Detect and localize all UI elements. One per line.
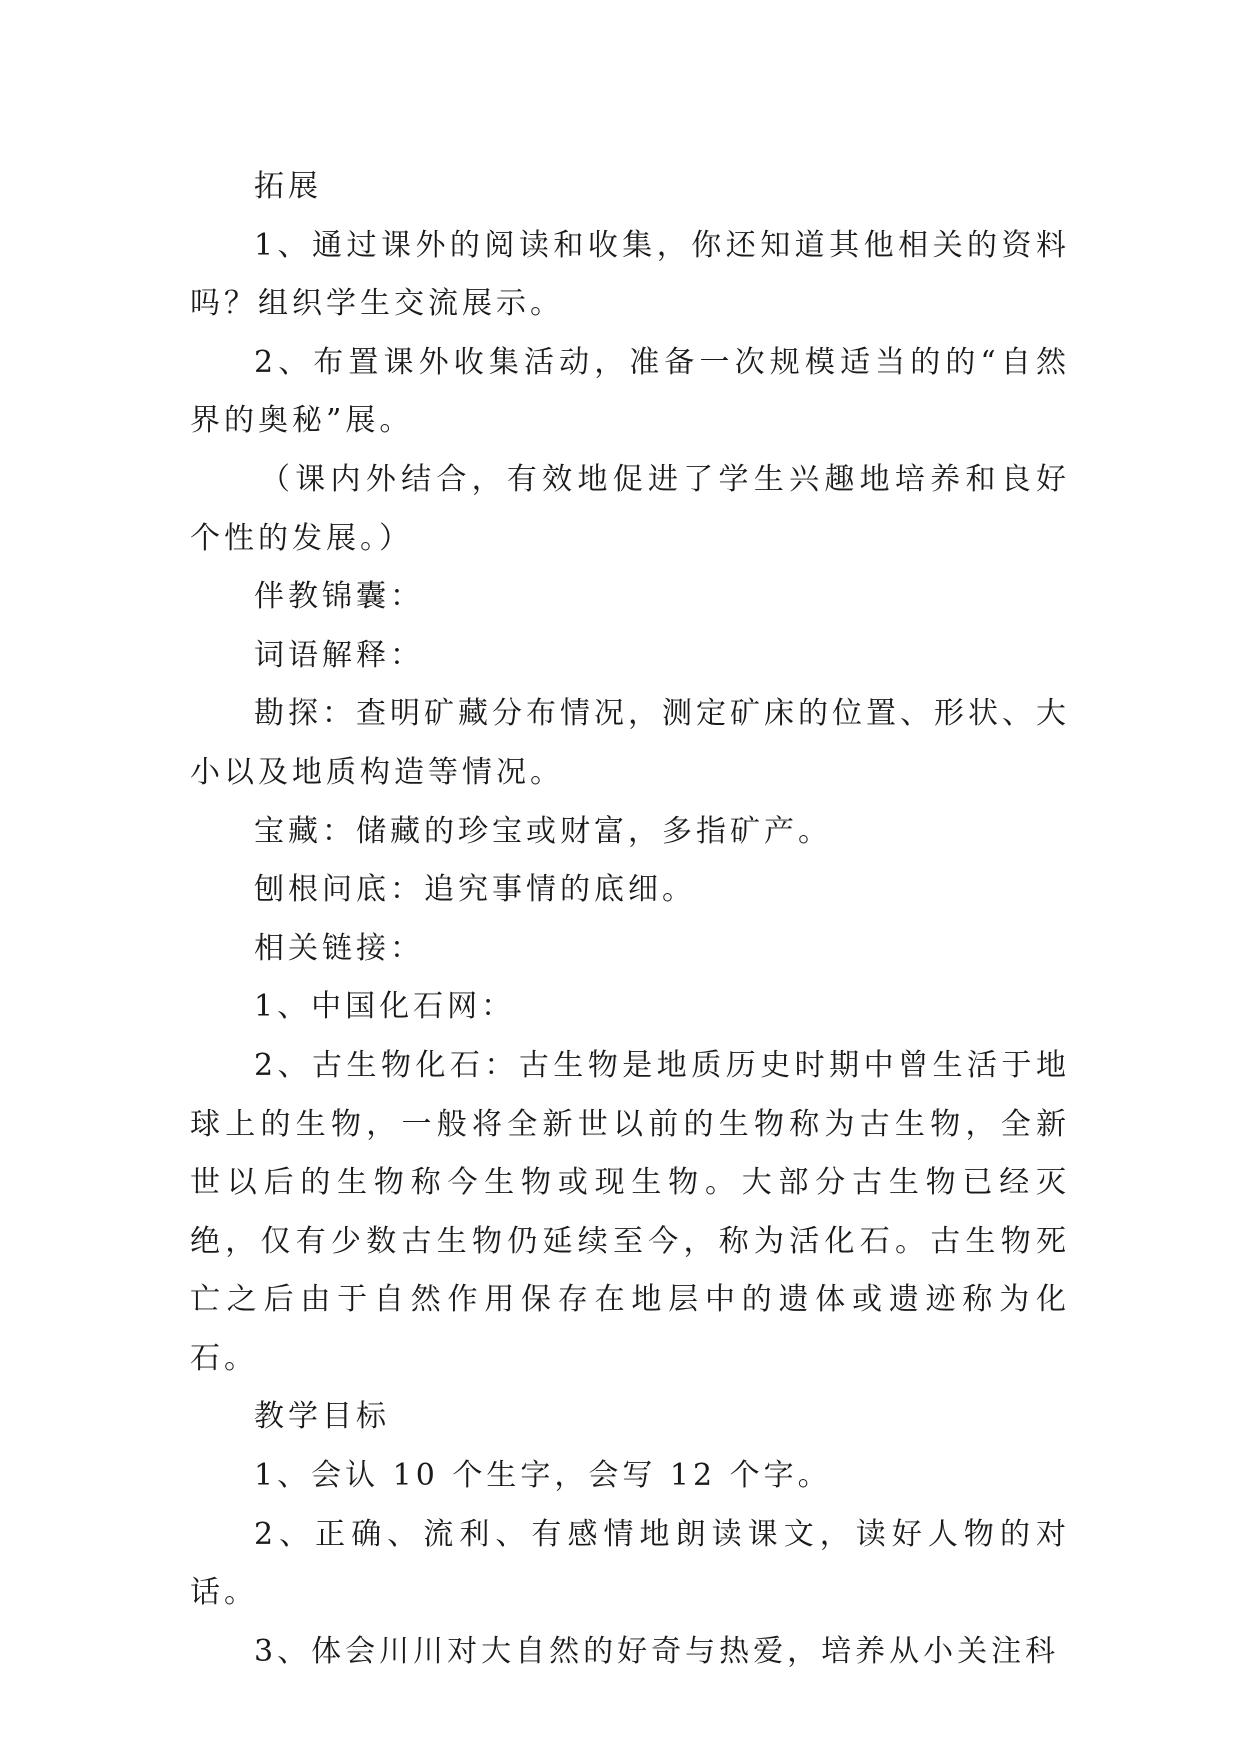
definition-paogenwendi: 刨根问底：追究事情的底细。 (254, 872, 696, 908)
heading-extension: 拓展 (254, 169, 322, 204)
heading-teaching-goals: 教学目标 (254, 1399, 390, 1435)
goal-3: 3、体会川川对大自然的好奇与热爱，培养从小关注科 (254, 1633, 1060, 1669)
paragraph-extension-2: 2、布置课外收集活动，准备一次规模适当的的“自然界的奥秘”展。 (190, 344, 1070, 439)
paragraph-note: （课内外结合，有效地促进了学生兴趣地培养和良好个性的发展。） (190, 461, 1070, 556)
heading-word-explanation: 词语解释： (254, 637, 424, 673)
paragraph-extension-1: 1、通过课外的阅读和收集，你还知道其他相关的资料吗？组织学生交流展示。 (190, 227, 1070, 322)
definition-baozang: 宝藏：储藏的珍宝或财富，多指矿产。 (254, 813, 832, 849)
goal-2: 2、正确、流利、有感情地朗读课文，读好人物的对话。 (190, 1516, 1070, 1611)
heading-related-links: 相关链接： (254, 930, 424, 966)
paragraph-ancient-fossils: 2、古生物化石：古生物是地质历史时期中曾生活于地球上的生物，一般将全新世以前的生物称为古生物，全新世以后的生物称今生物或现生物。大部分古生物已经灭绝，仅有少数古生物仍延续至今，称为活化石。古生物死亡之后由于自然作用保存在地层中的遗体或遗迹称为化石。 (190, 1047, 1070, 1376)
definition-kantan: 勘探：查明矿藏分布情况，测定矿床的位置、形状、大小以及地质构造等情况。 (190, 696, 1070, 790)
link-fossil-network: 1、中国化石网： (254, 989, 516, 1025)
goal-1: 1、会认 10 个生字，会写 12 个字。 (254, 1458, 832, 1494)
document-body (190, 158, 1070, 1681)
heading-teaching-kit: 伴教锦囊： (254, 579, 424, 615)
